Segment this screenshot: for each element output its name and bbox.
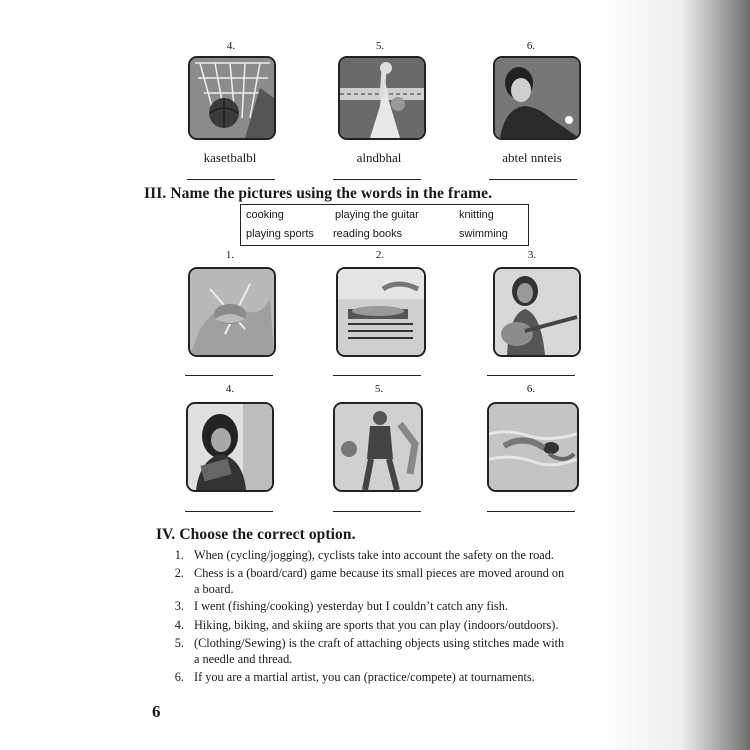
question-number: 1. [174,548,184,562]
answer-line [333,375,421,376]
answer-line [487,511,575,512]
question-text: Hiking, biking, and skiing are sports that you can play (indoors/outdoors). [194,618,559,632]
frame-word: swimming [459,228,508,240]
page-number: 6 [152,702,161,721]
question-text: (Clothing/Sewing) is the craft of attaching objects using stitches made with [194,636,565,650]
swimmer-photo-icon [487,402,579,492]
scrambled-word: abtel nnteis [502,150,562,165]
word-frame [240,204,529,246]
scrambled-word: alndbhal [356,150,402,165]
basketball-players-photo-icon [333,402,423,492]
question-number: 4. [174,618,184,632]
question-text: I went (fishing/cooking) yesterday but I couldn’t catch any fish. [194,599,508,613]
item-number: 6. [526,40,536,52]
frame-word: reading books [333,228,403,240]
question-text: When (cycling/jogging), cyclists take into account the safety on the road. [194,548,554,562]
woman-reading-book-photo-icon [186,402,274,492]
item-number: 4. [225,383,235,395]
question-text-cont: a board. [194,582,234,596]
section-4-heading: IV. Choose the correct option. [156,526,356,543]
question-number: 3. [174,599,184,613]
knitting-hands-photo-icon [188,267,276,357]
guitar-player-photo-icon [493,267,581,357]
answer-line [487,375,575,376]
frame-word: knitting [459,209,494,221]
item-number: 3. [527,249,537,261]
cooking-grill-photo-icon [336,267,426,357]
item-number: 6. [526,383,536,395]
section-3-heading: III. Name the pictures using the words in the frame. [144,185,493,202]
answer-line [333,511,421,512]
frame-word: playing sports [246,228,314,240]
frame-word: cooking [246,209,284,221]
answer-line [489,179,577,180]
frame-word: playing the guitar [335,209,419,221]
basketball-hoop-photo-icon [188,56,276,140]
item-number: 5. [375,40,385,52]
item-number: 2. [375,249,385,261]
question-number: 5. [174,636,184,650]
question-number: 6. [174,670,184,684]
answer-line [187,179,275,180]
answer-line [185,511,273,512]
handball-player-photo-icon [338,56,426,140]
question-text: If you are a martial artist, you can (practice/compete) at tournaments. [194,670,535,684]
table-tennis-player-photo-icon [493,56,581,140]
answer-line [185,375,273,376]
question-text-cont: a needle and thread. [194,652,293,666]
question-number: 2. [174,566,184,580]
page-binding-shadow [600,0,750,750]
answer-line [333,179,421,180]
item-number: 1. [225,249,235,261]
item-number: 5. [374,383,384,395]
item-number: 4. [226,40,236,52]
scrambled-word: kasetbalbl [203,150,257,165]
question-text: Chess is a (board/card) game because its small pieces are moved around on [194,566,565,580]
